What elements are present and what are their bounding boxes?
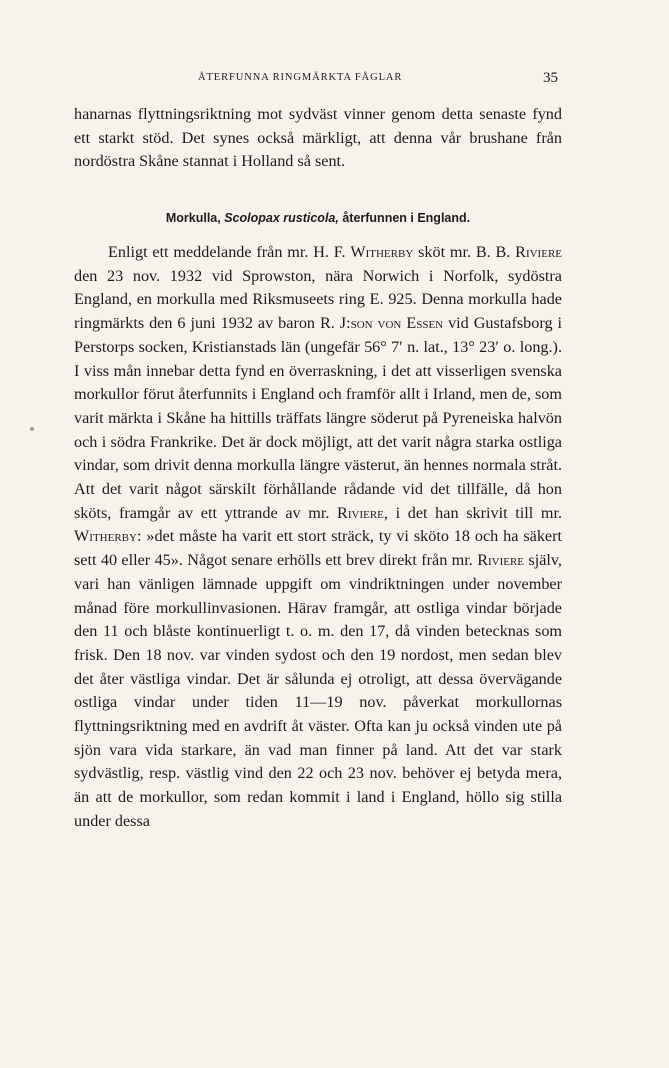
person-name: Riviere <box>515 243 562 261</box>
running-header <box>74 72 562 90</box>
person-name: Riviere <box>337 503 384 522</box>
heading-scientific-name: Scolopax rusticola, <box>224 211 339 225</box>
page-number: 35 <box>543 70 558 86</box>
text-segment: själv, vari han vänligen lämnade uppgift om vindriktningen under november månad före morkullinvasionen. Härav framgår, att ostliga vindar började den 11 och blåste kontinuerligt t. o. m. den 17, då vinden betecknas som frisk. Den 18 nov. var vinden sydost och den 19 nordost, men sedan blev det åter västliga vindar. Det är sålunda ej otroligt, att dessa övervägande ostliga vindar under tiden 11—19 nov. påverkat morkullornas flyttningsriktning med en avdrift åt väster. Ofta kan ju också vinden ute på sjön vara vida starkare, än vad man finner på land. Att det var stark sydvästlig, resp. västlig vind den 22 och 23 nov. behöver ej betyda mera, än att de morkullor, som redan kommit i land i England, höllo sig stilla under dessa <box>74 551 562 830</box>
person-name: Riviere <box>477 551 525 570</box>
paragraph-continuation: hanarnas flyttningsriktning mot sydväst vinner genom detta senaste fynd ett starkt stöd. Det synes också märkligt, att denna vår brushane från nordöstra Skåne stannat i Holland så sent. <box>74 105 562 171</box>
margin-speck <box>30 427 34 431</box>
person-name: Witherby <box>74 527 137 546</box>
text-segment: sköt mr. B. B. <box>413 243 516 261</box>
text-segment: den 23 nov. 1932 vid Sprowston, nära Norwich i Norfolk, sydöstra England, en morkulla med Riksmuseets ring E. 925. Denna morkulla hade ringmärkts den 6 juni 1932 av baron R. <box>74 266 562 333</box>
text-segment: : »det måste ha varit ett stort sträck, ty vi sköto 18 och ha säkert sett 40 eller 45». Något senare erhölls ett brev direkt från mr. <box>74 527 562 570</box>
heading-rest: återfunnen i England. <box>342 211 471 225</box>
text-segment: Enligt ett meddelande från mr. H. F. <box>108 243 351 261</box>
person-name: Witherby <box>350 243 414 261</box>
section-heading <box>74 209 562 227</box>
running-title: ÅTERFUNNA RINGMÄRKTA FÅGLAR <box>198 72 403 83</box>
person-name: J:son von Essen <box>339 314 444 333</box>
paragraph-body <box>74 241 562 834</box>
text-segment: , i det han skrivit till mr. <box>383 503 563 522</box>
text-segment: vid Gustafsborg i Perstorps socken, Kristianstads län (ungefär 56° 7′ n. lat., 13° 23′ o. long.). I viss mån innebar detta fynd en överraskning, i det att visserligen svenska morkullor förut återfunnits i England och framför allt i Irland, men de, som varit märkta i Skåne ha hittills träffats längre söderut på Pyreneiska halvön och i södra Frankrike. Det är dock möjligt, att det varit några starka ostliga vindar, som drivit denna morkulla längre västerut, än hennes normala stråt. Att det varit något särskilt förhållande rådande vid det tillfälle, då hon sköts, framgår av ett yttrande av mr. <box>74 314 563 522</box>
heading-common-name: Morkulla, <box>165 211 221 225</box>
